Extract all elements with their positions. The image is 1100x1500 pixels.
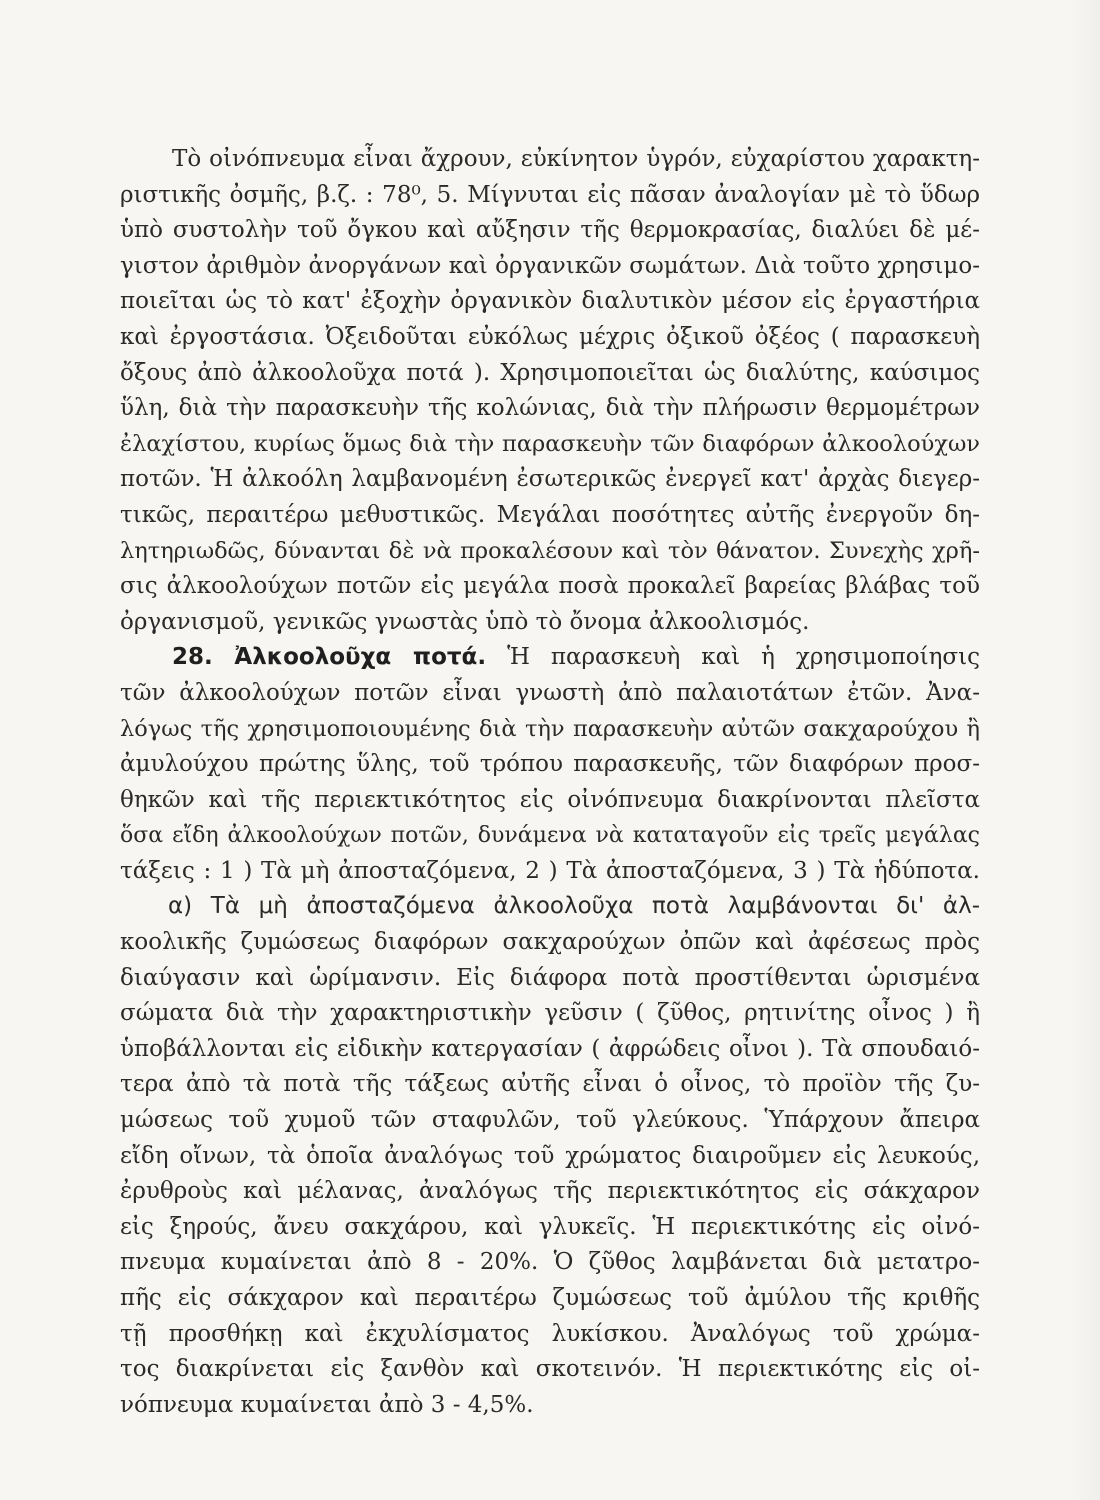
text-line: πνευμα κυμαίνεται ἀπὸ 8 - 20%. Ὁ ζῦθος λαμβάνεται διὰ μετατρο- — [120, 1249, 980, 1276]
text-line: τος διακρίνεται εἰς ξανθὸν καὶ σκοτεινόν. Ἡ περιεκτικότης εἰς οἰ- — [120, 1356, 980, 1383]
body-text — [120, 142, 980, 1423]
text-line: εἴδη οἴνων, τὰ ὁποῖα ἀναλόγως τοῦ χρώματος διαιροῦμεν εἰς λευκούς, — [120, 1142, 980, 1169]
scan-edge-shadow — [1070, 0, 1100, 1500]
text-line: εἰς ξηρούς, ἄνευ σακχάρου, καὶ γλυκεῖς. Ἡ περιεκτικότης εἰς οἰνό- — [120, 1213, 980, 1240]
section-heading-line — [120, 640, 980, 676]
text-line: μώσεως τοῦ χυμοῦ τῶν σταφυλῶν, τοῦ γλεύκους. Ὑπάρχουν ἄπειρα — [120, 1107, 980, 1134]
text-line: γιστον ἀριθμὸν ἀνοργάνων καὶ ὀργανικῶν σωμάτων. Διὰ τοῦτο χρησιμο- — [120, 252, 980, 279]
text-line: ὕλη, διὰ τὴν παρασκευὴν τῆς κολώνιας, διὰ τὴν πλήρωσιν θερμομέτρων — [120, 395, 980, 422]
text-line: ὑπὸ συστολὴν τοῦ ὄγκου καὶ αὔξησιν τῆς θερμοκρασίας, διαλύει δὲ μέ- — [120, 217, 980, 244]
text-line: ποιεῖται ὡς τὸ κατ' ἐξοχὴν ὀργανικὸν διαλυτικὸν μέσον εἰς ἐργαστήρια — [120, 288, 980, 315]
text-line: τερα ἀπὸ τὰ ποτὰ τῆς τάξεως αὐτῆς εἶναι ὁ οἶνος, τὸ προϊὸν τῆς ζυ- — [120, 1071, 980, 1098]
text-line: λόγως τῆς χρησιμοποιουμένης διὰ τὴν παρασκευὴν αὐτῶν σακχαρούχου ἢ — [120, 715, 980, 742]
paragraph-alcohol-properties — [120, 142, 980, 640]
text-line: ὑποβάλλονται εἰς εἰδικὴν κατεργασίαν ( ἀφρώδεις οἶνοι ). Τὰ σπουδαιό- — [120, 1035, 980, 1062]
text-line: τῇ προσθήκῃ καὶ ἐκχυλίσματος λυκίσκου. Ἀναλόγως τοῦ χρώμα- — [120, 1320, 980, 1347]
text-line: πῆς εἰς σάκχαρον καὶ περαιτέρω ζυμώσεως τοῦ ἀμύλου τῆς κριθῆς — [120, 1285, 980, 1311]
text-line: ριστικῆς ὀσμῆς, β.ζ. : 78⁰, 5. Μίγνυται εἰς πᾶσαν ἀναλογίαν μὲ τὸ ὕδωρ — [120, 181, 980, 208]
text-line: ὅσα εἴδη ἀλκοολούχων ποτῶν, δυνάμενα νὰ καταταγοῦν εἰς τρεῖς μεγάλας — [120, 823, 980, 849]
paragraph-non-distilled — [120, 889, 980, 1423]
text-line: ὄξους ἀπὸ ἀλκοολοῦχα ποτά ). Χρησιμοποιεῖται ὡς διαλύτης, καύσιμος — [120, 359, 980, 386]
text-line: ἐρυθροὺς καὶ μέλανας, ἀναλόγως τῆς περιεκτικότητος εἰς σάκχαρον — [120, 1178, 980, 1205]
section-heading: 28. Ἀλκοολοῦχα ποτά. — [172, 644, 487, 671]
text-line: νόπνευμα κυμαίνεται ἀπὸ 3 - 4,5%. — [120, 1391, 534, 1418]
text-line: τάξεις : 1 ) Τὰ μὴ ἀποσταζόμενα, 2 ) Τὰ ἀποσταζόμενα, 3 ) Τὰ ἡδύποτα. — [120, 857, 980, 884]
text-line: α) Τὰ μὴ ἀποσταζόμενα ἀλκοολοῦχα ποτὰ λαμβάνονται δι' ἀλ- — [168, 893, 980, 920]
text-line: ποτῶν. Ἡ ἀλκοόλη λαμβανομένη ἐσωτερικῶς ἐνεργεῖ κατ' ἀρχὰς διεγερ- — [120, 466, 980, 493]
text-line: Τὸ οἰνόπνευμα εἶναι ἄχρουν, εὐκίνητον ὑγρόν, εὐχαρίστου χαρακτη- — [172, 146, 980, 172]
text-line: σώματα διὰ τὴν χαρακτηριστικὴν γεῦσιν ( ζῦθος, ρητινίτης οἶνος ) ἢ — [120, 1000, 980, 1027]
text-line: καὶ ἐργοστάσια. Ὀξειδοῦται εὐκόλως μέχρις ὀξικοῦ ὀξέος ( παρασκευὴ — [120, 323, 980, 350]
text-line: τικῶς, περαιτέρω μεθυστικῶς. Μεγάλαι ποσότητες αὐτῆς ἐνεργοῦν δη- — [120, 501, 980, 528]
text-line: λητηριωδῶς, δύνανται δὲ νὰ προκαλέσουν καὶ τὸν θάνατον. Συνεχὴς χρῆ- — [120, 537, 980, 564]
text-line: σις ἀλκοολούχων ποτῶν εἰς μεγάλα ποσὰ προκαλεῖ βαρείας βλάβας τοῦ — [120, 573, 980, 600]
text-line: κοολικῆς ζυμώσεως διαφόρων σακχαρούχων ὀπῶν καὶ ἀφέσεως πρὸς — [120, 929, 980, 956]
text-line: ἀμυλούχου πρώτης ὕλης, τοῦ τρόπου παρασκευῆς, τῶν διαφόρων προσ- — [120, 751, 980, 778]
text-line: ὀργανισμοῦ, γενικῶς γνωστὰς ὑπὸ τὸ ὄνομα ἀλκοολισμός. — [120, 608, 810, 635]
text-line: θηκῶν καὶ τῆς περιεκτικότητος εἰς οἰνόπνευμα διακρίνονται πλεῖστα — [120, 786, 980, 813]
text-line: ἐλαχίστου, κυρίως ὅμως διὰ τὴν παρασκευὴν τῶν διαφόρων ἀλκοολούχων — [120, 430, 980, 457]
section-heading-rest: Ἡ παρασκευὴ καὶ ἡ χρησιμοποίησις — [507, 644, 980, 671]
text-line: τῶν ἀλκοολούχων ποτῶν εἶναι γνωστὴ ἀπὸ παλαιοτάτων ἐτῶν. Ἀνα- — [120, 679, 980, 706]
text-line: διαύγασιν καὶ ὡρίμανσιν. Εἰς διάφορα ποτὰ προστίθενται ὡρισμένα — [120, 964, 980, 991]
section-28 — [120, 640, 980, 889]
